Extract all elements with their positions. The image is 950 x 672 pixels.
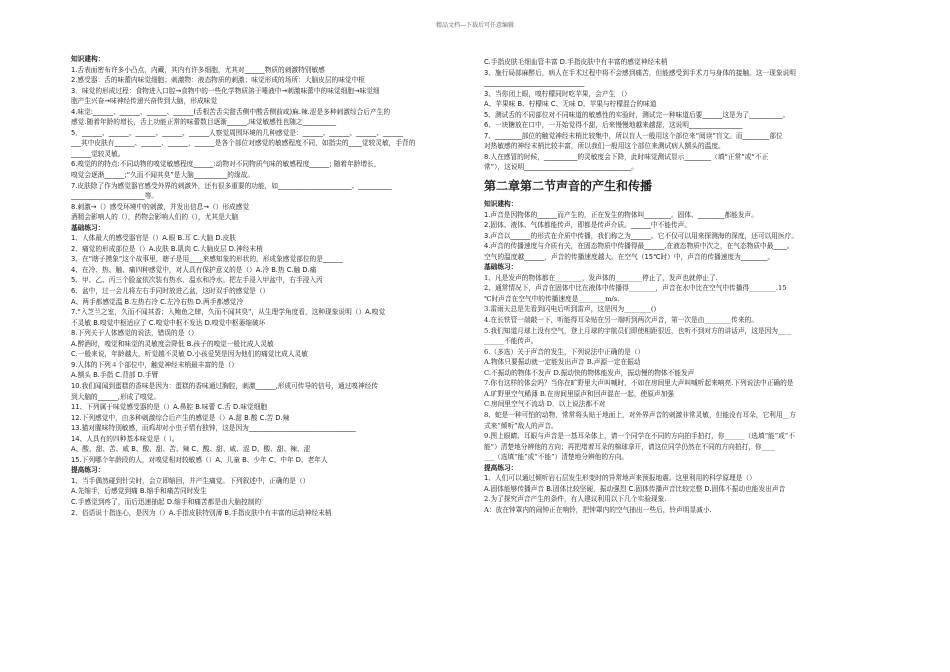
text-line: 8.下列关于人体感觉的说法，错误的是（） bbox=[71, 329, 198, 338]
text-line: 6、一块糖放在口中，一开始觉得不甜，后来慢慢地越来越甜，这说明________________ bbox=[484, 121, 743, 130]
text-line: 2.固体、液体、气体都能传声，即都是传声介质。______中不能传声。 bbox=[484, 221, 692, 230]
text-line: 7.你有这样的体会吗？当你在旷野里大声叫喊时，不如在房间里大声叫喊听起来响亮.下列说法中正确的是 bbox=[484, 379, 794, 388]
text-line: 空气的温度越______，声音的传播速度越大。在空气（15℃时）中，声音的传播速度为________。 bbox=[484, 252, 775, 261]
text-line: 1、人们可以通过倾听岩石层发生形变时的异常地声来预报地震。这里利用的科学原理是（） bbox=[484, 474, 756, 483]
text-line: C.一般来说，年龄越大，听觉越不灵敏 D.小孩爱哭是因为他们的痛觉比成人灵敏 bbox=[71, 350, 308, 359]
text-line: 10.我们闻闻到蛋糕的香味是因为：蛋糕的香味通过胸腔，刺激______,形成可传导的信号，通过嗅神经传 bbox=[71, 381, 379, 390]
text-line: 6.嗅觉的的特点:不同动物的嗅觉敏感程度______:动物对不同物质气味的敏感程度______; 随着年龄增长， bbox=[71, 160, 381, 169]
text-line: 12.下列感觉中，由多种刺激综合后产生的感觉是（）A.甜 B.酸 C.苦 D.辣 bbox=[71, 413, 290, 422]
text-line: 式来“倾听”敌人的声音。 bbox=[484, 421, 558, 430]
page-header: 精品文档---下载后可任意编辑 bbox=[435, 22, 515, 29]
text-line: 能”）清楚地分辨他的方向；再把堵着耳朵的棉球拿开，请这位同学仍然在不同的方向拍打，你____ bbox=[484, 442, 775, 451]
text-line: 2.感受器：舌的味蕾内味觉细胞；刺激物：液态物质的刺激；味觉形成的场所：大脑皮层的味觉中枢 bbox=[71, 76, 365, 85]
section-title: 第二章第二节声音的产生和传播 bbox=[484, 179, 653, 194]
text-line: ______________________________ bbox=[484, 79, 585, 88]
text-line: 6.（多选）关于声音的发生，下列说法中正确的是（） bbox=[484, 347, 645, 356]
section-heading: 提高练习： bbox=[484, 463, 518, 472]
text-line: 15.下列哪个年龄段的人，对嗅觉相对较敏感（）A、儿童 B、少年 C、中年 D、老年人 bbox=[71, 455, 328, 464]
text-line: 3.雷雨天总是先看到闪电后听到雷声，这是因为________() bbox=[484, 305, 657, 314]
text-line: 6、盆中，过一会儿将左右手同时放进乙盆，这时双手的感觉是（） bbox=[71, 287, 270, 296]
text-line: 到大脑的______,形成了嗅觉。 bbox=[71, 392, 161, 401]
text-line: A、两手都感觉温 B.左热右冷 C.左冷右热 D.两手都感觉冷 bbox=[71, 297, 244, 306]
text-line: 1、当手偶然碰到针尖时，会立即缩回，并产生痛觉。下列叙述中，正确的是（） bbox=[71, 476, 310, 485]
text-line: 对热敏感的神经末梢比较丰富，所以我们一般用这个部位来测试病人额头的温度。 bbox=[484, 142, 725, 151]
text-line: A.额头 B.手指 C.背部 D.手臂 bbox=[71, 371, 159, 380]
text-line: 4.声音的传播速度与介质有关，在固态物质中传播得最______,在液态物质中次之，在气态物质中最____。 bbox=[484, 242, 794, 251]
text-line: 7、________部位的触觉神经末梢比较集中，所以盲人一般用这个部位来“阅读”盲文。而________部位 bbox=[484, 131, 783, 140]
text-line: 5.我们知道月球上没有空气，登上月球的宇航员们即使相距很近，也听不到对方的讲话声，这是因为____ bbox=[484, 326, 792, 335]
text-line: 4、在冷、热、触、痛四种感觉中，对人具有保护意义的是（）A.冷 B.热 C.触 D.痛 bbox=[71, 265, 317, 274]
text-line: 感觉.随着年龄的增长，舌上功能正常的味蕾数目逐渐______,味觉敏感性也随之__________ bbox=[71, 118, 337, 127]
text-line: 8.刺激→（）感受环境中的刺激，并发出信息→（）形成感觉 bbox=[71, 202, 250, 211]
text-line: A.先缩手，后感觉到痛 B.缩手和痛苦同时发生 bbox=[71, 487, 207, 496]
text-line: C.手指皮肤毛细血管丰富 D.手指皮肤中有丰富的感觉神经末梢 bbox=[484, 58, 668, 66]
text-line: A、酸、甜、苦、咸 B、酸、甜、苦、辣 C、酸、甜、咸、涩 D、酸、甜、辣、涩 bbox=[71, 445, 311, 454]
text-line: 2、通常情况下，声音在固体中比在液体中传播得________，声音在水中比在空气中传播得________.15 bbox=[484, 284, 787, 293]
text-line: 5、测试舌的不同部位对不同味道的敏感性的实验时，测试完一种味道后要______这是为了__________。 bbox=[484, 110, 790, 119]
text-line: A.醉酒时，嗅觉和味觉的灵敏度会降低 B.孩子的嗅觉一般比成人灵敏 bbox=[71, 339, 274, 348]
section-heading: 知识建构： bbox=[71, 55, 105, 63]
text-line: 嗅觉会逐渐______;“久而不闻其臭”是大脑__________的缘故。 bbox=[71, 171, 255, 180]
text-line: ______不能传声。 bbox=[484, 337, 538, 346]
text-line: 1、凡是发声的物体都在________，发声体的________停止了，发声也就停止了. bbox=[484, 273, 718, 282]
text-line: 4.在长铁管一端敲一下，听能得耳朵贴在另一端听到两次声音，第一次是由________传来的。 bbox=[484, 316, 758, 325]
text-line: 3、在“瞎子摸象”这个故事里，瞎子是用____来感知象的形状的，形成象感觉部位的是______ bbox=[71, 255, 343, 264]
text-line: 7.“入芝兰之室，久而不闻其香；入鲍鱼之肆，久而不闻其臭”，从生理学角度看，这种现象说明（）A.嗅觉 bbox=[71, 308, 386, 317]
text-line: 3、施行局部麻醉后，病人在手术过程中将不会感到痛苦，但能感受到手术刀与身体的接触。这一现象说明 bbox=[484, 68, 796, 77]
text-line: 不灵敏 B.嗅觉中枢适应了 C.嗅觉中枢不发达 D.嗅觉中枢萎缩破坏 bbox=[71, 318, 266, 327]
text-line: 9.图上眼睛、耳眼与声音是一基耳朵体上，请一个同学在不同的方向拍手拍打，你______（选填“能”或“不 bbox=[484, 432, 795, 441]
text-line: 3.声音以______的形式在介质中传播，我们称之为______。它不仅可以用来探测海的深度，还可以用医疗。 bbox=[484, 231, 799, 240]
text-line: 5．______、______、______、______、______人察觉周围环境的几种感觉是：______、______、______、______ bbox=[71, 128, 403, 137]
text-line: 酒精会影响人的（），药物会影响人们的（），尤其是大脑 bbox=[71, 213, 239, 222]
text-line: ______觉较灵敏。 bbox=[71, 149, 125, 158]
text-line: 2.为了探究声音产生的条件，有人建议利用以下几个实验现象. bbox=[484, 495, 667, 504]
text-line: 常”），这说明________________________________。 bbox=[484, 163, 638, 172]
left-column bbox=[71, 54, 456, 518]
text-line: 1.舌表面密布许多小凸点，内藏，其内有许多细胞，尤其对______物质的刺激特别敏感 bbox=[71, 65, 325, 74]
text-line: 7.皮肤除了作为感觉器官感受外界的刺激外，还有很多重要的功能，如______________________、__________ bbox=[71, 181, 392, 190]
text-line: ___（选填“能”或“不能”）清楚地分辨他的方向。 bbox=[484, 453, 629, 462]
text-line: 11、下列属于味觉感受器的是（）A.鼻腔 B.味蕾 C.舌 D.味觉细胞 bbox=[71, 403, 268, 412]
text-line: A.固体能够传播声音 B.固体比较坚硬，振动强烈 C.固体传播声音比较完整 D.固体不振动也能发出声音 bbox=[484, 484, 786, 493]
text-line: ___其中皮肤有______、______、______，______是各个部位对感觉的敏感程度不同，如指尖的____觉较灵敏，手背的 bbox=[71, 139, 416, 148]
right-column bbox=[484, 57, 880, 515]
text-line: 8.人在感冒的时候，__________的灵敏度会下降，此时味觉测试显示________（填“正常”或“不正 bbox=[484, 152, 769, 161]
text-line: C.手感觉到疼了，而后迅速抽起 D.缩手和痛苦都是由大脑控制的 bbox=[71, 497, 262, 506]
text-line: 13.猫对腥味特别敏感，而鸡却对小虫子情有独钟，这是因为________________________________ bbox=[71, 424, 356, 433]
text-line: 5、甲、乙、丙三个脸盆依次装有热水、温水和冷水。把左手浸入甲盆中，右手浸入丙 bbox=[71, 276, 323, 285]
text-line: 2、痛觉的形成部位是（）A.皮肤 B.肌肉 C.大脑皮层 D.神经末梢 bbox=[71, 244, 263, 253]
text-line: C.不振动的物体不发声 D.振动快的物体能发声，振动慢的物体不能发声 bbox=[484, 368, 695, 377]
text-line: 9.人体的下列４个部位中，触觉神经末梢最丰富的是（） bbox=[71, 360, 238, 369]
text-line: 3．味觉的形成过程：食物进入口腔→食物中的一些化学物质溶于唾液中→刺激味蕾中的味觉细胞→味觉细 bbox=[71, 86, 380, 95]
section-heading: 基础练习： bbox=[484, 263, 518, 272]
text-line: 胞产生兴奋→味神经传递兴奋传到大脑，形成味觉 bbox=[71, 97, 218, 106]
section-heading: 提高练习： bbox=[71, 466, 105, 475]
section-heading: 基础练习： bbox=[71, 223, 105, 232]
text-line: C.房间里空气不流动 D．以上说法都不对 bbox=[484, 400, 606, 409]
text-line: 1、人体最大的感受器官是（）A.眼 B.耳 C.大脑 D.皮肤 bbox=[71, 234, 237, 243]
text-line: ______________________等。 bbox=[71, 192, 158, 201]
text-line: A：放在钟罩内的闹钟正在响铃，把钟罩内的空气抽出一些后，铃声明显减小. bbox=[484, 505, 712, 514]
text-line: A.物体只要振动就一定能发出声音 B.声源一定在振动 bbox=[484, 358, 641, 367]
text-line: 14、人具有的四种基本味觉是（ ）。 bbox=[71, 434, 179, 443]
text-line: 1.声音是因物体的______而产生的，正在发生的物体叫________。固体、________都能发声。 bbox=[484, 210, 758, 219]
text-line: 3、当你闭上眼，嗅柠檬同时吃苹果，会产生 （） bbox=[484, 89, 631, 98]
text-line: ℃时声音在空气中的传播速度是________m/s. bbox=[484, 294, 620, 303]
text-line: 4.味觉:______、______、______、______(舌根苦舌尖甜舌侧中酸舌侧前咸)麻.辣.涩是多种刺激综合后产生的 bbox=[71, 107, 391, 116]
section-heading: 知识建构： bbox=[484, 200, 518, 209]
text-line: 2、俗语说十指连心，是因为（）A.手指皮肤特别薄 B.手指皮肤中有丰富的运动神经末梢 bbox=[71, 508, 332, 517]
text-line: A.旷野里空气稀薄 B.在房间里原声和回声混在一起，使原声加强 bbox=[484, 389, 674, 398]
text-line: 8、蛇是一种可怕的动物，常常将头贴于地面上，对外界声音的刺激非常灵敏，但能没有耳朵，它利用__方 bbox=[484, 410, 796, 419]
text-line: A、苹果味 B、柠檬味 C、无味 D、苹果与柠檬混合的味道 bbox=[484, 100, 657, 109]
